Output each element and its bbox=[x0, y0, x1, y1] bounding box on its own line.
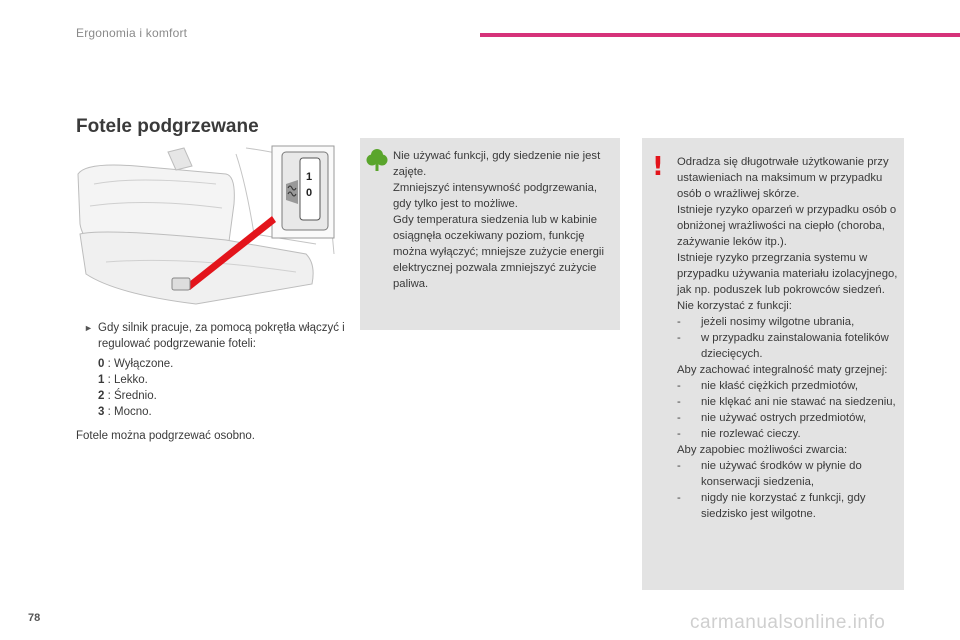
page-title: Fotele podgrzewane bbox=[76, 116, 259, 137]
eco-tip-box bbox=[360, 138, 620, 330]
level-item: 0 : Wyłączone. bbox=[98, 358, 174, 370]
warning-dash-item: - nie klękać ani nie stawać na siedzeniu, bbox=[677, 396, 896, 408]
watermark: carmanualsonline.info bbox=[690, 612, 886, 633]
warning-line: Aby zachować integralność maty grzejnej: bbox=[677, 364, 888, 376]
instruction-text: Gdy silnik pracuje, za pomocą pokrętła włączyć i regulować podgrzewanie foteli: bbox=[98, 322, 345, 350]
eco-tree-icon bbox=[366, 148, 388, 172]
level-item: 3 : Mocno. bbox=[98, 406, 152, 418]
warning-dash-item: - nie używać ostrych przedmiotów, bbox=[677, 412, 867, 424]
warning-box bbox=[642, 138, 904, 590]
triangle-bullet-icon: ► bbox=[84, 323, 93, 333]
warning-dash-item: - nie używać środków w płynie do konserwacji siedzenia, bbox=[677, 460, 862, 488]
heating-levels-list bbox=[98, 356, 173, 420]
eco-tip-text: Nie używać funkcji, gdy siedzenie nie jest zajęte. Zmniejszyć intensywność podgrzewania, gdy tylko jest to możliwe. Gdy temperatura siedzenia lub w kabinie osiągnęła oczekiwany poziom, funkcję można wyłączyć; mniejsze zużycie energii elektrycznej pozwala zmniejszyć zużycie paliwa. bbox=[393, 150, 604, 290]
warning-dash-item: - nigdy nie korzystać z funkcji, gdy siedzisko jest wilgotne. bbox=[677, 492, 866, 520]
instruction-bullet bbox=[76, 320, 346, 352]
warning-line: Nie korzystać z funkcji: bbox=[677, 300, 792, 312]
section-accent-bar bbox=[480, 33, 960, 37]
warning-line: Aby zapobiec możliwości zwarcia: bbox=[677, 444, 848, 456]
level-item: 2 : Średnio. bbox=[98, 390, 157, 402]
warning-dash-item: - w przypadku zainstalowania fotelików dziecięcych. bbox=[677, 332, 889, 360]
warning-line: Istnieje ryzyko przegrzania systemu w przypadku używania materiału izolacyjnego, jak np. poduszek lub pokrowców siedzeń. bbox=[677, 252, 898, 296]
section-title: Ergonomia i komfort bbox=[76, 26, 188, 40]
warning-text bbox=[677, 154, 899, 522]
switch-label-top: 1 bbox=[306, 171, 313, 183]
exclamation-icon: ! bbox=[652, 152, 664, 182]
warning-dash-item: - nie kłaść ciężkich przedmiotów, bbox=[677, 380, 858, 392]
page-number: 78 bbox=[28, 612, 41, 624]
warning-dash-item: - nie rozlewać cieczy. bbox=[677, 428, 801, 440]
warning-line: Istnieje ryzyko oparzeń w przypadku osób o obniżonej wrażliwości na ciepło (choroba, zażywanie leków itp.). bbox=[677, 204, 897, 248]
warning-line: Odradza się długotrwałe użytkowanie przy ustawieniach na maksimum w przypadku osób o wrażliwej skórze. bbox=[677, 156, 889, 200]
seat-heater-illustration bbox=[76, 144, 336, 314]
switch-label-bottom: 0 bbox=[306, 187, 313, 199]
separate-heating-note: Fotele można podgrzewać osobno. bbox=[76, 430, 255, 442]
level-item: 1 : Lekko. bbox=[98, 374, 148, 386]
warning-dash-item: - jeżeli nosimy wilgotne ubrania, bbox=[677, 316, 855, 328]
